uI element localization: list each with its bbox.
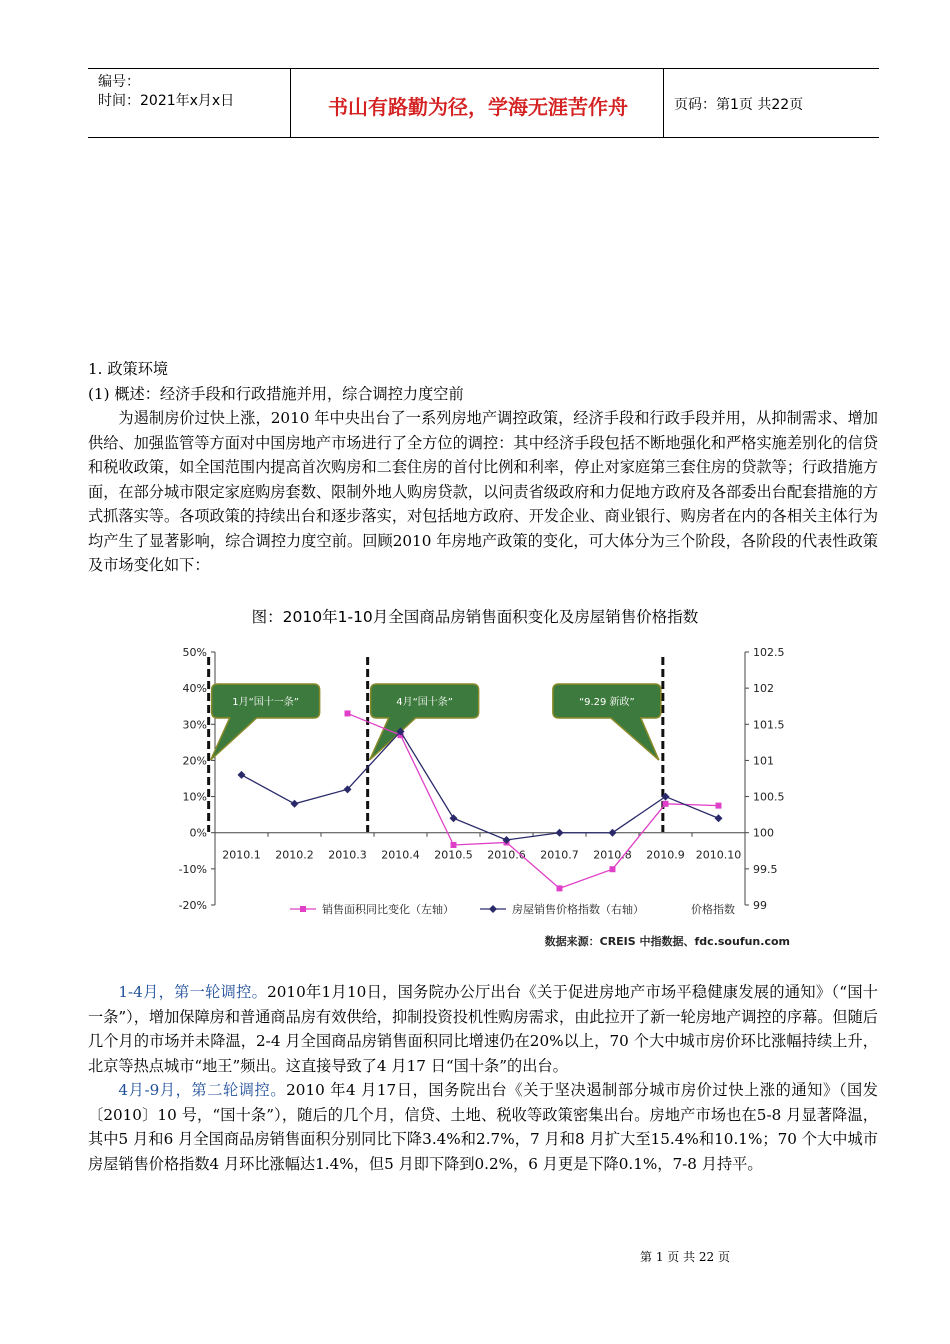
header-meta xyxy=(98,73,234,111)
left-tick-label: -10% xyxy=(178,862,207,876)
data-point-price-index xyxy=(556,829,564,837)
policy-chart xyxy=(170,635,800,955)
stage-one-heading: 1-4月，第一轮调控。 xyxy=(118,983,268,1001)
x-tick-label: 2010.9 xyxy=(646,848,685,862)
data-point-price-index xyxy=(715,814,723,822)
stage-two-heading: 4月-9月，第二轮调控。 xyxy=(118,1081,287,1099)
policy-callout-label: “9.29 新政” xyxy=(578,697,635,708)
figure-title: 图：2010年1-10月全国商品房销售面积变化及房屋销售价格指数 xyxy=(251,608,699,626)
left-tick-label: 50% xyxy=(182,646,207,659)
page-footer: 第 1 页 共 22 页 xyxy=(640,1250,730,1264)
left-tick-label: 40% xyxy=(182,682,207,696)
policy-callout-label: 4月“国十条” xyxy=(396,697,454,708)
x-tick-label: 2010.7 xyxy=(540,848,579,862)
policy-callout xyxy=(211,684,320,760)
page-header xyxy=(88,68,879,138)
right-axis-label: 价格指数 xyxy=(691,903,735,916)
x-tick-label: 2010.6 xyxy=(487,848,526,862)
x-tick-label: 2010.10 xyxy=(695,848,742,862)
header-divider xyxy=(290,69,291,137)
data-point-price-index xyxy=(291,800,299,808)
legend-marker xyxy=(300,906,306,912)
header-number: 编号： xyxy=(98,74,140,90)
intro-section xyxy=(88,357,878,578)
stage-section xyxy=(88,980,878,1176)
right-tick-label: 99.5 xyxy=(753,862,778,876)
header-divider xyxy=(663,69,664,137)
data-point-sales-area xyxy=(663,801,669,807)
policy-callout-label: 1月“国十一条” xyxy=(232,697,300,708)
header-time: 时间：2021年x月x日 xyxy=(98,93,235,109)
data-source: 数据来源：CREIS 中指数据、fdc.soufun.com xyxy=(544,935,790,948)
data-point-sales-area xyxy=(716,803,722,809)
data-point-sales-area xyxy=(610,866,616,872)
x-tick-label: 2010.3 xyxy=(328,848,367,862)
data-point-sales-area xyxy=(557,885,563,891)
left-tick-label: 10% xyxy=(182,790,207,804)
policy-callout xyxy=(370,684,479,760)
right-tick-label: 100.5 xyxy=(753,790,785,804)
section-heading: 1. 政策环境 xyxy=(88,360,169,378)
intro-paragraph: 为遏制房价过快上涨，2010 年中央出台了一系列房地产调控政策，经济手段和行政手段并用，从抑制需求、增加供给、加强监管等方面对中国房地产市场进行了全方位的调控：其中经济手段包括不断地强化和严格实施差别化的信贷和税收政策，如全国范围内提高首次购房和二套住房的首付比例和利率，停止对家庭第三套住房的贷款等；行政措施方面，在部分城市限定家庭购房套数、限制外地人购房贷款，以问责省级政府和力促地方政府及各部委出台配套措施的方式抓落实等。各项政策的持续出台和逐步落实，对包括地方政府、开发企业、商业银行、购房者在内的各相关主体行为均产生了显著影响，综合调控力度空前。回顾2010 年房地产政策的变化，可大体分为三个阶段，各阶段的代表性政策及市场变化如下： xyxy=(88,409,878,574)
x-tick-label: 2010.8 xyxy=(593,848,632,862)
x-tick-label: 2010.1 xyxy=(222,848,261,862)
subsection-heading: (1) 概述：经济手段和行政措施并用，综合调控力度空前 xyxy=(88,384,464,403)
left-tick-label: -20% xyxy=(178,899,207,912)
left-tick-label: 30% xyxy=(182,718,207,732)
legend-marker xyxy=(489,905,497,913)
stage-one-text: 2010年1月10日，国务院办公厅出台《关于促进房地产市场平稳健康发展的通知》（“国十一条”），增加保障房和普通商品房有效供给，抑制投资投机性购房需求，由此拉开了新一轮房地产调控的序幕。但随后几个月的市场并未降温，2-4 月全国商品房销售面积同比增速仍在20%以上，70 个大中城市房价环比涨幅持续上升，北京等热点城市“地王”频出。这直接导致了4 月17 日“国十条”的出台。 xyxy=(88,983,878,1075)
legend-label: 销售面积同比变化（左轴） xyxy=(322,903,454,916)
header-motto: 书山有路勤为径，学海无涯苦作舟 xyxy=(328,95,628,119)
data-point-sales-area xyxy=(451,842,457,848)
x-tick-label: 2010.4 xyxy=(381,848,420,862)
right-tick-label: 101 xyxy=(753,754,774,768)
right-tick-label: 100 xyxy=(753,826,774,840)
header-page-number: 页码：第1页 共22页 xyxy=(674,97,804,113)
stage-two-paragraph xyxy=(88,1078,878,1176)
x-tick-label: 2010.5 xyxy=(434,848,473,862)
stage-two-text: 2010 年4 月17日，国务院出台《关于坚决遏制部分城市房价过快上涨的通知》（国发〔2010〕10 号，“国十条”），随后的几个月，信贷、土地、税收等政策密集出台。房地产市场也在5-8 月显著降温，其中5 月和6 月全国商品房销售面积分别同比下降3.4%和2.7%，7 月和8 月扩大至15.4%和10.1%；70 个大中城市房屋销售价格指数4 月环比涨幅达1.4%，但5 月即下降到0.2%，6 月更是下降0.1%，7-8 月持平。 xyxy=(88,1081,878,1173)
right-tick-label: 102.5 xyxy=(753,646,785,659)
data-point-price-index xyxy=(609,829,617,837)
right-tick-label: 101.5 xyxy=(753,718,785,732)
data-point-price-index xyxy=(238,771,246,779)
right-tick-label: 99 xyxy=(753,899,767,912)
right-tick-label: 102 xyxy=(753,682,774,696)
left-tick-label: 20% xyxy=(182,754,207,768)
stage-one-paragraph xyxy=(88,980,878,1078)
policy-callout xyxy=(553,684,661,760)
data-point-price-index xyxy=(450,814,458,822)
legend-label: 房屋销售价格指数（右轴） xyxy=(512,903,644,916)
x-tick-label: 2010.2 xyxy=(275,848,314,862)
left-tick-label: 0% xyxy=(189,826,207,840)
data-point-sales-area xyxy=(345,710,351,716)
